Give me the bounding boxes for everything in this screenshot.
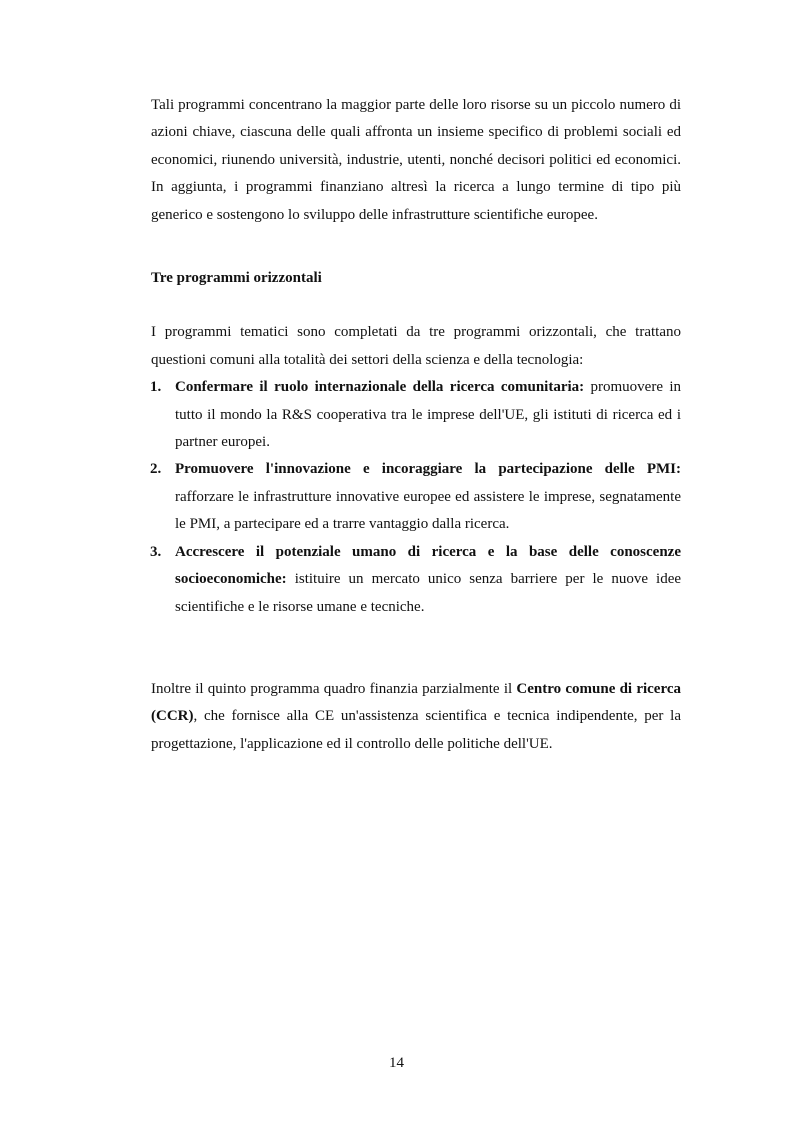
section-heading: Tre programmi orizzontali — [151, 270, 322, 287]
closing-text-before: Inoltre il quinto programma quadro finanzia parzialmente il — [151, 680, 513, 697]
list-item-number: 2. — [150, 461, 162, 478]
list-item-text: istituire un mercato unico senza barriere per le nuove idee scientifiche e le risorse umane e tecniche. — [175, 571, 682, 615]
intro-paragraph: I programmi tematici sono completati da tre programmi orizzontali, che trattano questioni comuni alla totalità dei settori della scienza e della tecnologia: — [151, 324, 681, 368]
closing-paragraph — [151, 676, 681, 758]
list-item — [151, 456, 681, 538]
list-item-title: Confermare il ruolo internazionale della ricerca comunitaria: — [175, 379, 585, 396]
program-list — [151, 374, 681, 621]
list-item-text: promuovere in tutto il mondo la R&S cooperativa tra le imprese dell'UE, gli istituti di ricerca ed i partner europei. — [175, 379, 682, 451]
list-item-number: 1. — [150, 379, 162, 396]
list-item — [151, 539, 681, 621]
page-number: 14 — [389, 1055, 404, 1071]
closing-text-after: , che fornisce alla CE un'assistenza scientifica e tecnica indipendente, per la progettazione, l'applicazione ed il controllo delle politiche dell'UE. — [151, 708, 681, 752]
list-item — [151, 374, 681, 456]
list-item-text: rafforzare le infrastrutture innovative europee ed assistere le imprese, segnatamente le PMI, a partecipare ed a trarre vantaggio dalla ricerca. — [175, 488, 681, 533]
page-body — [151, 92, 681, 758]
paragraph-1: Tali programmi concentrano la maggior parte delle loro risorse su un piccolo numero di azioni chiave, ciascuna delle quali affronta un insieme specifico di problemi sociali ed economici, riunendo università, industrie, utenti, nonché decisori politici ed economici. In aggiunta, i programmi finanziano altresì la ricerca a lungo termine di tipo più generico e sostengono lo sviluppo delle infrastrutture scientifiche europee. — [151, 97, 681, 223]
list-item-title: Accrescere il potenziale umano di ricerca e la base delle conoscenze socioeconomiche: — [175, 543, 681, 588]
closing-bold-term: Centro comune di ricerca (CCR) — [151, 680, 682, 725]
list-item-number: 3. — [150, 543, 162, 560]
list-item-title: Promuovere l'innovazione e incoraggiare la partecipazione delle PMI: — [175, 461, 681, 478]
